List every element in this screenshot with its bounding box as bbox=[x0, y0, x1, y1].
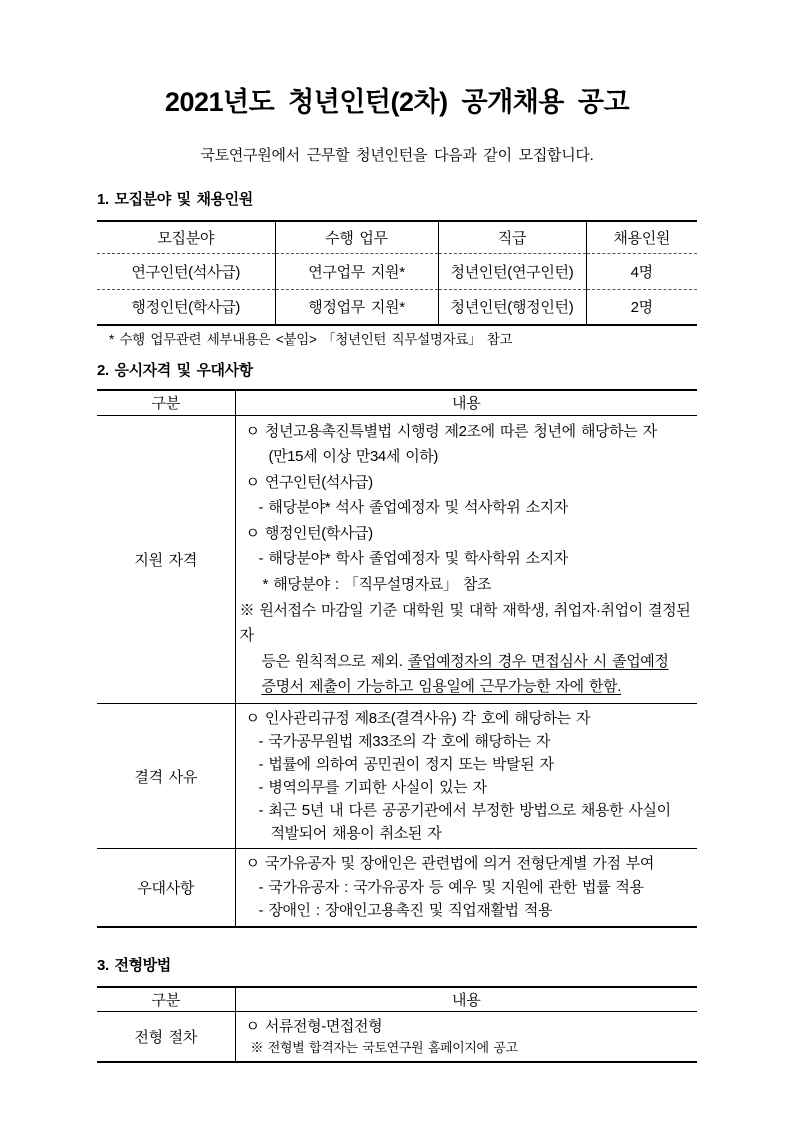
column-header-position: 직급 bbox=[438, 221, 586, 253]
document-title: 2021년도 청년인턴(2차) 공개채용 공고 bbox=[164, 87, 630, 117]
row-label-selection-procedure: 전형 절차 bbox=[134, 1029, 198, 1047]
selection-method-table bbox=[97, 986, 697, 1064]
column-header-field: 모집분야 bbox=[157, 229, 215, 247]
table-row-disqualification bbox=[97, 704, 697, 849]
cell-field: 연구인턴(석사급) bbox=[97, 253, 275, 289]
disqualification-line: 적발되어 채용이 취소된 자 bbox=[270, 825, 442, 843]
cell-position: 청년인턴(행정인턴) bbox=[438, 289, 586, 325]
note-underlined-text: 증명서 제출이 가능하고 임용일에 근무가능한 자에 한함. bbox=[261, 678, 621, 696]
column-header-details: 내용 bbox=[235, 987, 697, 1012]
document-content bbox=[97, 0, 697, 1063]
disqualification-line: ㅇ 인사관리규정 제8조(결격사유) 각 호에 해당하는 자 bbox=[245, 710, 591, 728]
preference-line: ㅇ 국가유공자 및 장애인은 관련법에 의거 전형단계별 가점 부여 bbox=[245, 855, 654, 873]
preference-line: - 국가유공자 : 국가유공자 등 예우 및 지원에 관한 법률 적용 bbox=[258, 878, 644, 896]
eligibility-note-line bbox=[246, 674, 692, 700]
column-header-duties: 수행 업무 bbox=[275, 221, 438, 253]
table-row-admin-intern bbox=[97, 289, 697, 325]
table1-footnote: * 수행 업무관련 세부내용은 <붙임> 「청년인턴 직무설명자료」 참고 bbox=[109, 332, 513, 347]
selection-procedure-note: ※ 전형별 합격자는 국토연구원 홈페이지에 공고 bbox=[250, 1040, 518, 1056]
table-row-eligibility bbox=[97, 415, 697, 704]
qualification-table bbox=[97, 389, 697, 928]
disqualification-line: - 국가공무원법 제33조의 각 호에 해당하는 자 bbox=[258, 733, 551, 751]
column-header-headcount: 채용인원 bbox=[586, 221, 697, 253]
disqualification-line: - 최근 5년 내 다른 공공기관에서 부정한 방법으로 채용한 사실이 bbox=[258, 802, 671, 820]
section1-heading: 1. 모집분야 및 채용인원 bbox=[97, 191, 253, 208]
cell-headcount: 4명 bbox=[586, 253, 697, 289]
row-label-disqualification: 결격 사유 bbox=[97, 704, 235, 849]
eligibility-line: - 해당분야* 석사 졸업예정자 및 석사학위 소지자 bbox=[258, 499, 568, 517]
eligibility-line: * 해당분야 : 「직무설명자료」 참조 bbox=[262, 576, 492, 594]
column-header-details: 내용 bbox=[235, 390, 697, 415]
row-label-preference: 우대사항 bbox=[97, 849, 235, 927]
eligibility-line: ㅇ 행정인턴(학사급) bbox=[245, 524, 373, 542]
cell-duties: 행정업무 지원* bbox=[275, 289, 438, 325]
row-label-eligibility: 지원 자격 bbox=[97, 415, 235, 704]
note-underlined-text: 졸업예정자의 경우 면접심사 시 졸업예정 bbox=[407, 652, 669, 670]
section2-heading: 2. 응시자격 및 우대사항 bbox=[97, 362, 253, 379]
row-content-disqualification bbox=[235, 704, 697, 849]
selection-procedure-line: ㅇ 서류전형-면접전형 bbox=[245, 1018, 383, 1036]
cell-headcount: 2명 bbox=[586, 289, 697, 325]
recruitment-table-header-row bbox=[97, 221, 697, 253]
cell-position: 청년인턴(연구인턴) bbox=[438, 253, 586, 289]
disqualification-line: - 법률에 의하여 공민권이 정지 또는 박탈된 자 bbox=[258, 756, 554, 774]
table-row-research-intern bbox=[97, 253, 697, 289]
note-text: 등은 원칙적으로 제외. bbox=[261, 652, 408, 670]
eligibility-note-line: ※ 원서접수 마감일 기준 대학원 및 대학 재학생, 취업자·취업이 결정된 자 bbox=[239, 601, 691, 645]
eligibility-note-line bbox=[246, 649, 692, 675]
disqualification-line: - 병역의무를 기피한 사실이 있는 자 bbox=[258, 779, 487, 797]
cell-duties: 연구업무 지원* bbox=[275, 253, 438, 289]
row-content-eligibility bbox=[235, 415, 697, 704]
row-content-selection-procedure bbox=[235, 1012, 697, 1063]
column-header-category: 구분 bbox=[97, 987, 235, 1012]
column-header-category: 구분 bbox=[97, 390, 235, 415]
eligibility-line: ㅇ 연구인턴(석사급) bbox=[245, 473, 373, 491]
eligibility-line: (만15세 이상 만34세 이하) bbox=[268, 448, 438, 466]
eligibility-line: - 해당분야* 학사 졸업예정자 및 학사학위 소지자 bbox=[258, 550, 568, 568]
selection-table-header-row bbox=[97, 987, 697, 1012]
document-subtitle: 국토연구원에서 근무할 청년인턴을 다음과 같이 모집합니다. bbox=[200, 147, 594, 164]
eligibility-line: ㅇ 청년고용촉진특별법 시행령 제2조에 따른 청년에 해당하는 자 bbox=[245, 422, 657, 440]
section3-heading: 3. 전형방법 bbox=[97, 956, 171, 974]
recruitment-table bbox=[97, 220, 697, 326]
cell-field: 행정인턴(학사급) bbox=[97, 289, 275, 325]
table-row-selection-procedure bbox=[97, 1012, 697, 1063]
preference-line: - 장애인 : 장애인고용촉진 및 직업재활법 적용 bbox=[258, 902, 553, 920]
table-row-preference bbox=[97, 849, 697, 927]
row-content-preference bbox=[235, 849, 697, 927]
qualification-table-header-row bbox=[97, 390, 697, 415]
